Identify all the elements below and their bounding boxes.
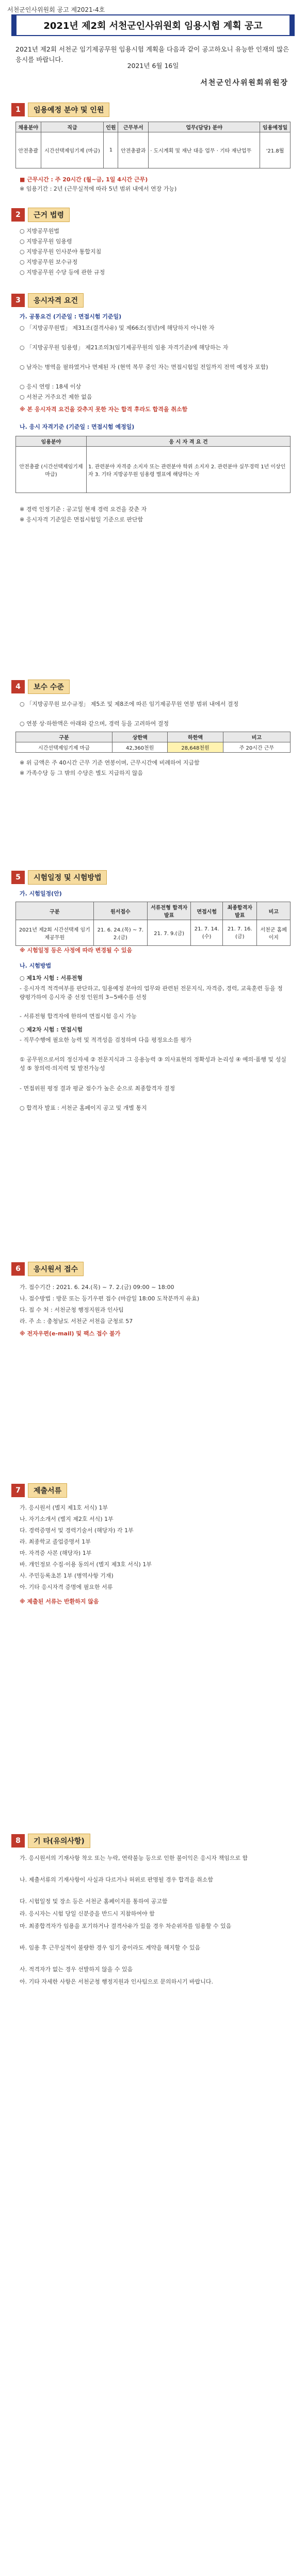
- section-6-header: [11, 1262, 84, 1276]
- intro-text: 2021년 제2회 서천군 임기제공무원 임용시험 계획을 다음과 같이 공고하오니 유능한 인재의 많은 응시를 바랍니다.: [15, 45, 289, 63]
- salary-text: ○ 「지방공무원 보수규정」 제5조 및 제8조에 따른 임기제공무원 연봉 범위 내에서 결정: [20, 701, 239, 707]
- qualification-note: ※ 응시자격 기준일은 면접시험일 기준으로 판단함: [20, 516, 143, 523]
- method-item: ○ 합격자 발표 : 서천군 홈페이지 공고 및 개별 통지: [20, 1105, 147, 1111]
- s1-note: ※ 임용기간 : 2년 (근무실적에 따라 5년 범위 내에서 연장 가능): [20, 185, 177, 192]
- table-header-row: [16, 436, 291, 447]
- section-title: 응시자격 요건: [28, 293, 84, 308]
- table-cell: · 도시계획 및 재난 대응 업무 · 기타 재난업무: [149, 132, 260, 168]
- table-header-cell: 채용분야: [16, 122, 41, 132]
- document-item: 바. 개인정보 수집·이용 동의서 (별지 제3호 서식) 1부: [20, 1561, 152, 1568]
- table-cell: 시간선택제임기제 마급: [16, 742, 112, 753]
- section-title: 보수 수준: [28, 680, 70, 694]
- section-number: 3: [11, 294, 25, 307]
- table-header-cell: 최종합격자 발표: [223, 902, 257, 920]
- recruitment-table: [15, 122, 291, 168]
- section-5-header: [11, 871, 107, 884]
- table-row: [16, 132, 291, 168]
- section-4-header: [11, 680, 70, 693]
- notice-item: 바. 임용 후 근무실적이 불량한 경우 임기 중이라도 계약을 해지할 수 있음: [20, 1944, 201, 1951]
- table-header-cell: 하한액: [168, 732, 223, 742]
- table-header-row: [16, 122, 291, 132]
- method-item: ① 공무원으로서의 정신자세 ② 전문지식과 그 응용능력 ③ 의사표현의 정확성과 논리성 ④ 예의·품행 및 성실성 ⑤ 창의력·의지력 및 발전가능성: [20, 1056, 286, 1072]
- law-item: ○ 지방공무원 임용령: [20, 238, 72, 245]
- table-cell: 안전총괄 (시간선택제임기제 마급): [16, 447, 87, 493]
- law-item: ○ 지방공무원법: [20, 228, 59, 234]
- table-cell: 21. 7. 16.(금): [223, 920, 257, 946]
- table-cell: 42,360천원: [112, 742, 167, 753]
- notice-item: 마. 최종합격자가 임용을 포기하거나 결격사유가 있을 경우 차순위자를 임용할 수 있음: [20, 1923, 232, 1929]
- table-header-cell: 임용분야: [16, 436, 87, 447]
- schedule-table: [15, 902, 291, 946]
- table-cell: 2021년 제2회 시간선택제 임기제공무원: [16, 920, 94, 946]
- document-item: 사. 주민등록초본 1부 (병역사항 기재): [20, 1572, 114, 1579]
- notice-item: 가. 응시원서의 기재사항 착오 또는 누락, 연락불능 등으로 인한 불이익은 응시자 책임으로 함: [20, 1855, 248, 1861]
- table-header-cell: 직급: [41, 122, 104, 132]
- table-header-cell: 구분: [16, 732, 112, 742]
- table-header-cell: 응 시 자 격 요 건: [87, 436, 291, 447]
- section-2-header: [11, 208, 70, 222]
- method-item: - 직무수행에 필요한 능력 및 적격성을 검정하며 다음 평정요소를 평가: [20, 1037, 191, 1043]
- notice-number: 서천군인사위원회 공고 제2021-4호: [7, 6, 105, 13]
- notice-item: 아. 기타 자세한 사항은 서천군청 행정지원과 인사팀으로 문의하시기 바랍니다.: [20, 1978, 213, 1985]
- eligibility-item: ○ 「지방공무원 임용령」 제21조의3(임기제공무원의 임용 자격기준)에 해당하는 자: [20, 344, 229, 351]
- section-number: 5: [11, 871, 25, 884]
- table-header-cell: 구분: [16, 902, 94, 920]
- schedule-warning: ※ 시험일정 등은 사정에 따라 변경될 수 있음: [20, 947, 133, 954]
- section-1-header: [11, 103, 109, 116]
- method-item: ○ 제2차 시험 : 면접시험: [20, 1026, 83, 1033]
- section-7-header: [11, 1484, 67, 1497]
- section-number: 7: [11, 1484, 25, 1497]
- salary-note: ※ 위 금액은 주 40시간 근무 기준 연봉이며, 근무시간에 비례하여 지급함: [20, 759, 200, 766]
- table-header-row: [16, 902, 291, 920]
- eligibility-warning: ※ 본 응시자격 요건을 갖추지 못한 자는 합격 후라도 합격을 취소함: [20, 406, 188, 413]
- table-cell: 안전총괄: [16, 132, 41, 168]
- document-item: 나. 자기소개서 (별지 제2호 서식) 1부: [20, 1516, 114, 1522]
- section-title: 근거 법령: [28, 208, 70, 222]
- section-number: 1: [11, 103, 25, 116]
- method-item: ○ 제1차 시험 : 서류전형: [20, 975, 83, 981]
- section-number: 6: [11, 1262, 25, 1276]
- salary-note: ※ 가족수당 등 그 밖의 수당은 별도 지급하지 않음: [20, 770, 143, 776]
- table-row: [16, 742, 291, 753]
- section-title: 기 타(유의사항): [28, 1834, 90, 1848]
- table-header-row: [16, 732, 291, 742]
- table-cell: 21. 7. 14.(수): [191, 920, 223, 946]
- notice-item: 다. 시험일정 및 장소 등은 서천군 홈페이지를 통하여 공고함: [20, 1898, 168, 1905]
- table-cell: 안전총괄과: [118, 132, 149, 168]
- table-cell: 1. 관련분야 자격증 소지자 또는 관련분야 학위 소지자 2. 관련분야 실무경력 1년 이상인 자 3. 기타 지방공무원 임용령 별표에 해당하는 자: [87, 447, 291, 493]
- qualification-table: [15, 436, 291, 493]
- document-item: 가. 응시원서 (별지 제1호 서식) 1부: [20, 1504, 108, 1511]
- table-cell: 서천군 홈페이지: [257, 920, 291, 946]
- method-item: - 면접위원 평정 결과 평균 점수가 높은 순으로 최종합격자 결정: [20, 1085, 175, 1092]
- notice-item: 라. 응시자는 시험 당일 신분증을 반드시 지참하여야 함: [20, 1910, 155, 1917]
- table-header-cell: 근무부서: [118, 122, 149, 132]
- table-cell: 시간선택제임기제 (마급): [41, 132, 104, 168]
- table-cell: 1: [104, 132, 118, 168]
- application-item: 다. 접 수 처 : 서천군청 행정지원과 인사팀: [20, 1307, 124, 1313]
- eligibility-item: ○ 「지방공무원법」 제31조(결격사유) 및 제66조(정년)에 해당하지 아니한 자: [20, 325, 215, 331]
- table-row: [16, 920, 291, 946]
- method-item: - 응시자격 적격여부를 판단하고, 임용예정 분야의 업무와 관련된 전문지식, 자격증, 경력, 교육훈련 등을 정량평가하여 응시자 중 선정 인원의 3~5배수를 선정: [20, 985, 283, 1001]
- notice-item: 사. 적격자가 없는 경우 선발하지 않을 수 있음: [20, 1966, 133, 1973]
- law-item: ○ 지방공무원 인사분야 통합지침: [20, 248, 102, 255]
- page-title-box: [11, 14, 295, 36]
- table-header-cell: 상한액: [112, 732, 167, 742]
- application-warning: ※ 전자우편(e-mail) 및 팩스 접수 불가: [20, 1330, 121, 1337]
- table-cell: 21. 6. 24.(목) ~ 7. 2.(금): [93, 920, 147, 946]
- section-title: 임용예정 분야 및 인원: [28, 103, 109, 117]
- section-number: 8: [11, 1834, 25, 1848]
- qualification-note: ※ 경력 인정기준 : 공고일 현재 경력 요건을 갖춘 자: [20, 506, 147, 513]
- subsection-title: 가. 공통요건 (기준일 : 면접시험 기준일): [20, 313, 122, 320]
- table-header-cell: 비고: [223, 732, 290, 742]
- law-item: ○ 지방공무원 수당 등에 관한 규정: [20, 269, 105, 276]
- table-cell: 21. 7. 9.(금): [148, 920, 191, 946]
- salary-text: ○ 연봉 상·하한액은 아래와 같으며, 경력 등을 고려하여 결정: [20, 720, 169, 727]
- table-header-cell: 인원: [104, 122, 118, 132]
- s1-note: ■ 근무시간 : 주 20시간 (월~금, 1일 4시간 근무): [20, 176, 148, 183]
- subsection-title: 나. 응시 자격기준 (기준일 : 면접시험 예정일): [20, 423, 135, 430]
- subsection-title: 나. 시험방법: [20, 962, 52, 969]
- table-header-cell: 임용예정일: [260, 122, 291, 132]
- page-title: 2021년 제2회 서천군인사위원회 임용시험 계획 공고: [43, 21, 263, 31]
- eligibility-item: ○ 응시 연령 : 18세 이상: [20, 383, 82, 390]
- section-8-header: [11, 1834, 90, 1848]
- table-cell: '21.8월: [260, 132, 291, 168]
- section-number: 4: [11, 680, 25, 693]
- section-3-header: [11, 294, 84, 307]
- eligibility-item: ○ 서천군 거주요건 제한 없음: [20, 394, 92, 400]
- section-number: 2: [11, 208, 25, 222]
- table-header-cell: 면접시험: [191, 902, 223, 920]
- table-cell: 주 20시간 근무: [223, 742, 290, 753]
- document-item: 다. 경력증명서 및 경력기술서 (해당자) 각 1부: [20, 1527, 134, 1534]
- subsection-title: 가. 시험일정(안): [20, 890, 62, 897]
- document-item: 마. 자격증 사본 (해당자) 1부: [20, 1550, 92, 1556]
- section-title: 시험일정 및 시험방법: [28, 870, 107, 885]
- notice-item: 나. 제출서류의 기재사항이 사실과 다르거나 허위로 판명될 경우 합격을 취소함: [20, 1876, 213, 1883]
- table-row: [16, 447, 291, 493]
- section-title: 제출서류: [28, 1483, 67, 1498]
- application-item: 나. 접수방법 : 방문 또는 등기우편 접수 (마감일 18:00 도착분까지 유효): [20, 1295, 200, 1302]
- document-warning: ※ 제출된 서류는 반환하지 않음: [20, 1598, 99, 1605]
- table-header-cell: 서류전형 합격자 발표: [148, 902, 191, 920]
- table-header-cell: 업무(담당) 분야: [149, 122, 260, 132]
- issuing-organization: 서천군인사위원회위원장: [200, 79, 288, 87]
- document-item: 라. 최종학교 졸업증명서 1부: [20, 1538, 91, 1545]
- document-item: 아. 기타 응시자격 증명에 필요한 서류: [20, 1584, 113, 1590]
- table-header-cell: 비고: [257, 902, 291, 920]
- application-item: 라. 주 소 : 충청남도 서천군 서천읍 군청로 57: [20, 1318, 133, 1325]
- table-header-cell: 원서접수: [93, 902, 147, 920]
- announcement-date: 2021년 6월 16일: [127, 62, 179, 70]
- application-item: 가. 접수기간 : 2021. 6. 24.(목) ~ 7. 2.(금) 09:00 ~ 18:00: [20, 1284, 174, 1291]
- section-title: 응시원서 접수: [28, 1262, 84, 1276]
- eligibility-item: ○ 남자는 병역을 필하였거나 면제된 자 (현역 복무 중인 자는 면접시험일 전일까지 전역 예정자 포함): [20, 364, 268, 370]
- law-item: ○ 지방공무원 보수규정: [20, 259, 78, 265]
- method-item: - 서류전형 합격자에 한하여 면접시험 응시 가능: [20, 1013, 137, 1020]
- salary-table: [15, 732, 291, 753]
- table-cell: 28,648천원: [168, 742, 223, 753]
